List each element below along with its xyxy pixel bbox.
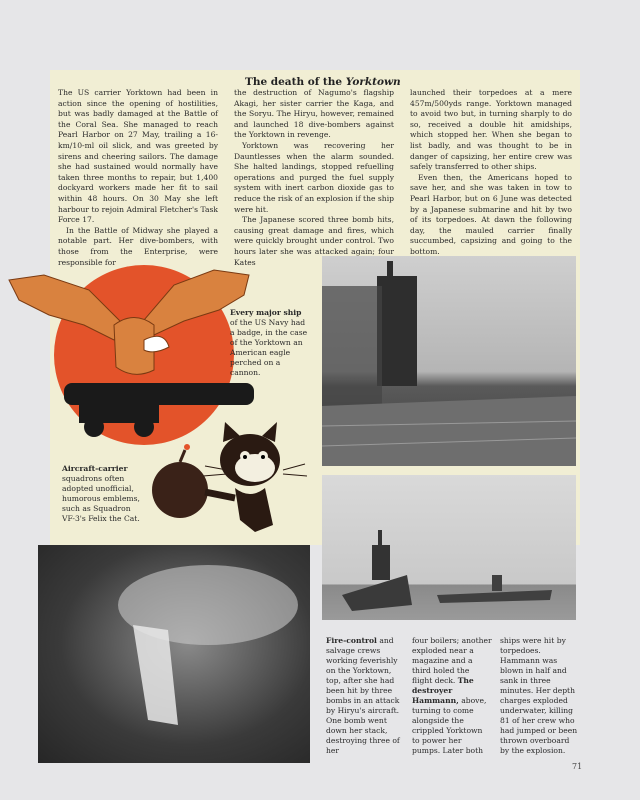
bomb-icon — [152, 444, 208, 518]
felix-caption-rest: squadrons often adopted unofficial, humorous emblems, such as Squadron VF-3's Felix the Cat. — [62, 474, 140, 523]
col3-para-1: launched their torpedoes at a mere 457m/500yds range. Yorktown managed to avoid two but, in turning sharply to do so, received a double hit amidships, which stopped her. When she began to list badly, and was thought to be in danger of capsizing, her entire crew was safely transferred to other ships. — [410, 88, 572, 172]
hammann-scene — [322, 475, 576, 620]
fire-caption-rest: and salvage crews working feverishly on the Yorktown, top, after she had been hit by three bombs in an attack by Hiryu's aircraft. One bomb went down her stack, destroying three of her — [326, 636, 400, 755]
title-ship: Yorktown — [345, 76, 401, 88]
felix-emblem-illustration — [145, 420, 310, 540]
title-prefix: The death of the — [245, 76, 346, 88]
fire-caption-col2-a: four boilers; another exploded near a magazine and a third holed the flight deck. — [412, 636, 492, 685]
col2-para-2: Yorktown was recovering her Dauntlesses when the alarm sounded. She halted landings, stopped refuelling operations and purged the fuel supply system with inert carbon dioxide gas to reduce the risk of an explosion if the ship were hit. — [234, 140, 394, 214]
col2-para-1: the destruction of Nagumo's flagship Akagi, her sister carrier the Kaga, and the Soryu. The Hiryu, however, remained and launched 18 dive-bombers against the Yorktown in revenge. — [234, 88, 394, 140]
badge-caption-rest: of the US Navy had a badge, in the case of the Yorktown an American eagle perched on a cannon. — [230, 318, 308, 377]
felix-caption — [62, 464, 144, 524]
col3-para-2: Even then, the Americans hoped to save her, and she was taken in tow to Pearl Harbor, but on 6 June was detected by a Japanese submarine and hit by two of its torpedoes. At dawn the following day, the mauled carrier finally succumbed, capsizing and going to the bottom. — [410, 172, 572, 256]
photo-hammann — [322, 475, 576, 620]
photo-flight-deck — [322, 256, 576, 466]
aerial-scene — [38, 545, 310, 763]
fire-caption-col3: ships were hit by torpedoes. Hammann was blown in half and sank in three minutes. Her depth charges exploded underwater, killing 81 of her crew who had jumped or been thrown overboard by the explosion. — [500, 636, 578, 755]
article-title — [245, 76, 401, 88]
col1-para-2: In the Battle of Midway she played a notable part. Her dive-bombers, with those from the Enterprise, were responsible for — [58, 225, 218, 267]
fire-control-caption-col1 — [326, 636, 406, 756]
badge-caption — [230, 308, 310, 378]
photo-aerial-yorktown — [38, 545, 310, 763]
fire-caption-bold: Fire-control — [326, 636, 377, 645]
col1-para-1: The US carrier Yorktown had been in action since the opening of hostilities, but was badly damaged at the Battle of the Coral Sea. She managed to reach Pearl Harbor on 27 May, trailing a 16-km/10-ml oil slick, and was greeted by sirens and cheering sailors. The damage she had sustained would normally have taken three months to repair, but 1,400 dockyard workers made her fit to sail within 48 hours. On 30 May she left harbour to rejoin Admiral Fletcher's Task Force 17. — [58, 88, 218, 225]
badge-caption-bold: Every major ship — [230, 308, 302, 317]
col2-para-3: The Japanese scored three bomb hits, causing great damage and fires, which were quickly brought under control. Two hours later she was attacked again; four Kates — [234, 215, 394, 267]
article-col-1 — [58, 88, 218, 268]
hammann-caption-bold: The destroyer Hammann, — [412, 676, 474, 705]
felix-cat-icon — [203, 422, 307, 532]
fire-control-caption-col3 — [500, 636, 580, 756]
flight-deck-scene — [322, 256, 576, 466]
page-number: 71 — [572, 762, 583, 771]
article-col-2 — [234, 88, 394, 268]
article-col-3 — [410, 88, 572, 258]
fire-caption-col2-b: above, turning to come alongside the crippled Yorktown to power her pumps. Later both — [412, 696, 487, 755]
fire-control-caption-col2 — [412, 636, 492, 756]
felix-caption-bold: Aircraft-carrier — [62, 464, 128, 473]
